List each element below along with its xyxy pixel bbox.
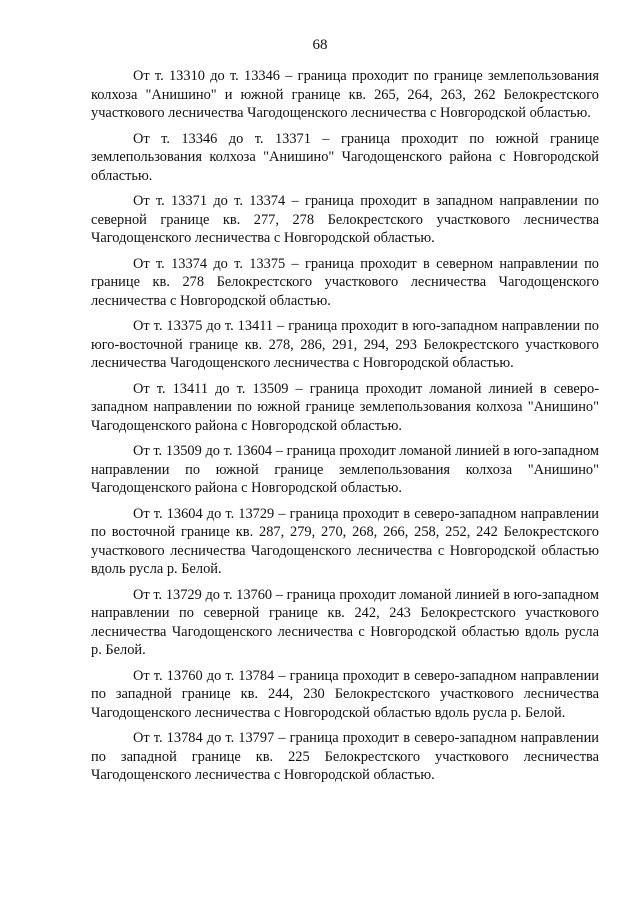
paragraph: От т. 13784 до т. 13797 – граница проходит в северо-западном направлении по западной границе кв. 225 Белокрестского участкового лесничества Чагодощенского лесничества с Новгородской областью. — [91, 730, 599, 783]
paragraph: От т. 13604 до т. 13729 – граница проходит в северо-западном направлении по восточной границе кв. 287, 279, 270, 268, 266, 258, 252, 242 Белокрестского участкового лесничества Чагодощенского лесничества с Новгородской областью вдоль русла р. Белой. — [91, 505, 599, 577]
paragraph: От т. 13310 до т. 13346 – граница проходит по границе землепользования колхоза "Анишино" и южной границе кв. 265, 264, 263, 262 Белокрестского участкового лесничества Чагодощенского лесничества с Новгородской областью. — [91, 68, 599, 121]
paragraph: От т. 13411 до т. 13509 – граница проходит ломаной линией в северо-западном направлении по южной границе землепользования колхоза "Анишино" Чагодощенского района с Новгородской областью. — [91, 380, 599, 434]
paragraph: От т. 13760 до т. 13784 – граница проходит в северо-западном направлении по западной границе кв. 244, 230 Белокрестского участкового лесничества Чагодощенского лесничества с Новгородской областью вдоль русла р. Белой. — [91, 667, 599, 721]
document-body — [91, 67, 599, 792]
paragraph: От т. 13371 до т. 13374 – граница проходит в западном направлении по северной границе кв. 277, 278 Белокрестского участкового лесничества Чагодощенского лесничества с Новгородской областью. — [91, 193, 599, 246]
paragraph: От т. 13509 до т. 13604 – граница проходит ломаной линией в юго-западном направлении по южной границе землепользования колхоза "Анишино" Чагодощенского района с Новгородской областью. — [91, 443, 599, 496]
paragraph: От т. 13374 до т. 13375 – граница проходит в северном направлении по границе кв. 278 Белокрестского участкового лесничества Чагодощенского лесничества с Новгородской областью. — [91, 255, 599, 309]
paragraph: От т. 13375 до т. 13411 – граница проходит в юго-западном направлении по юго-восточной границе кв. 278, 286, 291, 294, 293 Белокрестского участкового лесничества Чагодощенского лесничества с Новгородской областью. — [91, 318, 599, 371]
paragraph: От т. 13729 до т. 13760 – граница проходит ломаной линией в юго-западном направлении по северной границе кв. 242, 243 Белокрестского участкового лесничества Чагодощенского лесничества с Новгородской областью вдоль русла р. Белой. — [91, 586, 599, 658]
paragraph: От т. 13346 до т. 13371 – граница проходит по южной границе землепользования колхоза "Анишино" Чагодощенского района с Новгородской областью. — [91, 130, 599, 184]
page-number: 68 — [312, 37, 328, 53]
